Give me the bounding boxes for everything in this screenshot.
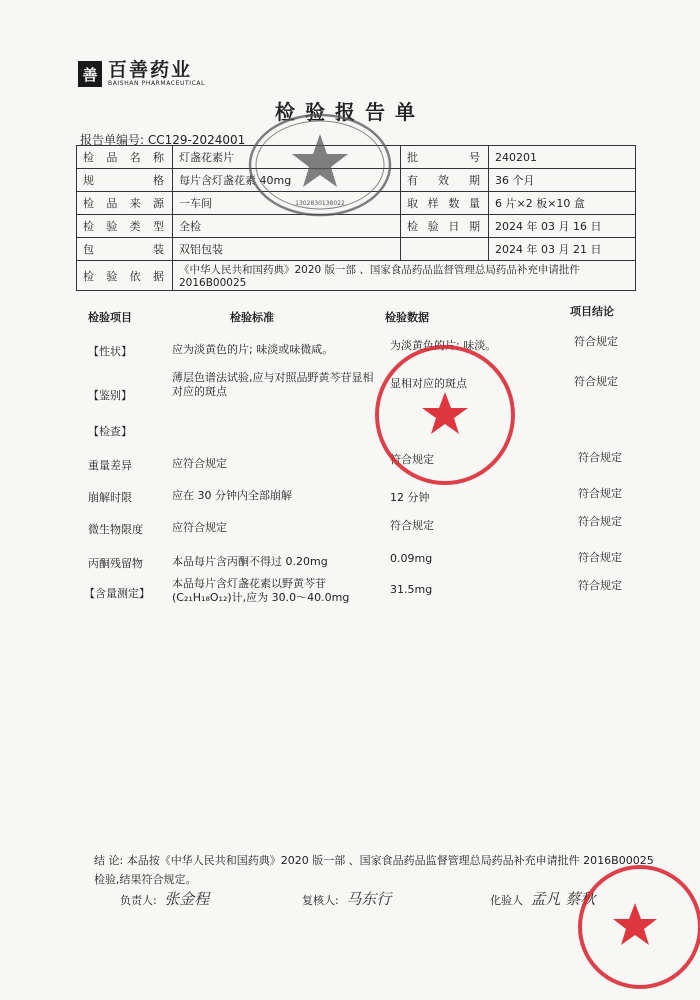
reviewer-signature: 马东行 (346, 890, 392, 908)
red-seal-icon (370, 340, 520, 490)
result-item: 【鉴别】 (88, 389, 132, 402)
result-item: 微生物限度 (88, 523, 143, 536)
col-standard-header: 检验标准 (230, 311, 274, 324)
test-date-label: 检验日期 (401, 215, 489, 238)
result-conclusion: 符合规定 (578, 551, 622, 564)
result-standard: 应符合规定 (172, 521, 227, 534)
result-data: 显相对应的斑点 (390, 377, 467, 390)
reviewer-signer (302, 888, 391, 909)
result-row (80, 329, 640, 363)
result-data: 31.5mg (390, 583, 433, 596)
result-data: 为淡黄色的片; 味淡。 (390, 339, 497, 352)
product-label: 检品名称 (77, 146, 173, 169)
report-date-label-cell (401, 238, 489, 261)
company-name-en: BAISHAN PHARMACEUTICAL (108, 80, 206, 87)
col-item-header: 检验项目 (88, 311, 132, 324)
tester-signature: 孟凡 蔡秋 (530, 890, 596, 908)
result-standard: 薄层色谱法试验,应与对照品野黄芩苷显相对应的斑点 (172, 371, 374, 398)
responsible-label: 负责人: (120, 894, 157, 907)
result-standard: 本品每片含丙酮不得过 0.20mg (172, 555, 328, 568)
result-item: 崩解时限 (88, 491, 132, 504)
result-item: 【检查】 (88, 425, 132, 438)
test-date-value: 2024 年 03 月 16 日 (489, 215, 636, 238)
sample-value: 6 片×2 板×10 盒 (489, 192, 636, 215)
type-label: 检验类型 (77, 215, 173, 238)
result-conclusion: 符合规定 (574, 335, 618, 348)
responsible-signer (120, 888, 209, 909)
result-conclusion: 符合规定 (578, 515, 622, 528)
col-data-header: 检验数据 (385, 311, 429, 324)
report-number: 报告单编号: CC129-2024001 (80, 133, 246, 147)
responsible-signature: 张金程 (164, 890, 210, 908)
company-logo (78, 60, 205, 88)
results-section (80, 303, 640, 615)
sample-label: 取样数量 (401, 192, 489, 215)
result-row (80, 363, 640, 419)
spec-label: 规格 (77, 169, 173, 192)
page-title: 检验报告单 (275, 100, 425, 124)
result-conclusion: 符合规定 (574, 375, 618, 388)
result-standard: 应为淡黄色的片; 味淡或味微咸。 (172, 343, 334, 356)
result-conclusion: 符合规定 (578, 451, 622, 464)
package-value: 双铝包装 (173, 238, 401, 261)
type-value: 全检 (173, 215, 401, 238)
result-row (80, 513, 640, 545)
result-row (80, 545, 640, 575)
report-date-value: 2024 年 03 月 21 日 (489, 238, 636, 261)
result-item: 重量差异 (88, 459, 132, 472)
conclusion-text: 结 论: 本品按《中华人民共和国药典》2020 版一部 、国家食品药品监督管理总局药品补充申请批件 2016B00025 检验,结果符合规定。 (94, 854, 654, 886)
result-item: 【性状】 (88, 345, 132, 358)
result-row (80, 419, 640, 449)
result-row (80, 575, 640, 615)
result-standard: 应符合规定 (172, 457, 227, 470)
result-row (80, 481, 640, 513)
qc-seal-number: 1302830138022 (295, 200, 345, 207)
result-item: 【含量测定】 (84, 587, 150, 600)
tester-label: 化验人 (490, 894, 523, 907)
result-standard: 本品每片含灯盏花素以野黄芩苷(C₂₁H₁₈O₁₂)计,应为 30.0～40.0mg (172, 577, 350, 604)
result-data: 0.09mg (390, 552, 433, 565)
batch-value: 240201 (489, 146, 636, 169)
col-conclusion-header: 项目结论 (570, 305, 614, 318)
source-value: 一车间 (173, 192, 401, 215)
product-value: 灯盏花素片 (173, 146, 401, 169)
package-label: 包装 (77, 238, 173, 261)
result-conclusion: 符合规定 (578, 487, 622, 500)
company-name: 百善药业 (108, 59, 193, 81)
bottom-seal-icon (575, 855, 700, 995)
result-data: 12 分钟 (390, 491, 430, 504)
results-header (80, 303, 640, 329)
result-conclusion: 符合规定 (578, 579, 622, 592)
batch-label: 批号 (401, 146, 489, 169)
result-standard: 应在 30 分钟内全部崩解 (172, 489, 292, 502)
logo-mark: 善 (78, 61, 102, 87)
basis-label: 检验依据 (77, 261, 173, 291)
result-row (80, 449, 640, 481)
validity-value: 36 个月 (489, 169, 636, 192)
spec-value: 每片含灯盏花素 40mg (173, 169, 401, 192)
reviewer-label: 复核人: (302, 894, 339, 907)
basis-value: 《中华人民共和国药典》2020 版一部 、国家食品药品监督管理总局药品补充申请批件 2016B00025 (173, 261, 636, 291)
validity-label: 有效期 (401, 169, 489, 192)
result-data: 符合规定 (390, 453, 434, 466)
qc-seal-icon (245, 110, 395, 220)
result-data: 符合规定 (390, 519, 434, 532)
source-label: 检品来源 (77, 192, 173, 215)
result-item: 丙酮残留物 (88, 557, 143, 570)
